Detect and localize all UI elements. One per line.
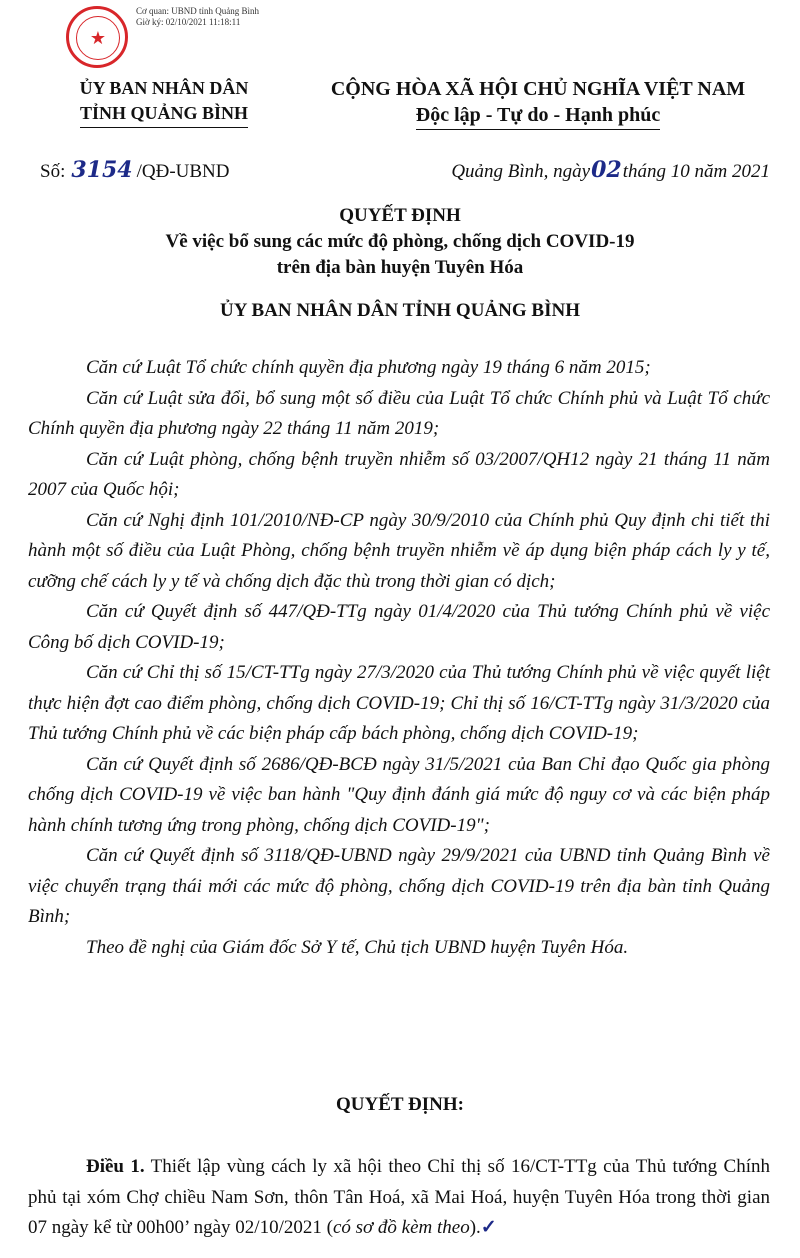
- document-title: QUYẾT ĐỊNH: [339, 205, 461, 226]
- basis-item: Căn cứ Luật sửa đổi, bổ sung một số điều của Luật Tổ chức Chính phủ và Luật Tổ chức Chính quyền địa phương ngày 22 tháng 11 năm 2019;: [28, 387, 770, 439]
- basis-item: Căn cứ Luật phòng, chống bệnh truyền nhiễm số 03/2007/QH12 ngày 21 tháng 11 năm 2007 của Quốc hội;: [28, 448, 770, 500]
- legal-bases: [28, 353, 770, 963]
- basis-item: Căn cứ Luật Tổ chức chính quyền địa phương ngày 19 tháng 6 năm 2015;: [86, 357, 651, 378]
- subtitle-line-2: trên địa bàn huyện Tuyên Hóa: [276, 257, 524, 278]
- basis-item: Căn cứ Chỉ thị số 15/CT-TTg ngày 27/3/2020 của Thủ tướng Chính phủ về việc quyết liệt thực hiện đợt cao điểm phòng, chống dịch COVID-19; Chỉ thị số 16/CT-TTg ngày 31/3/2020 của Thủ tướng Chính phủ về các biện pháp cấp bách phòng, chống dịch COVID-19;: [28, 662, 770, 744]
- docno-suffix: /QĐ-UBND: [136, 161, 230, 182]
- star-icon: ★: [76, 16, 120, 60]
- docno-handwritten-number: 3154: [71, 157, 133, 183]
- document-subtitle: [0, 229, 800, 281]
- basis-item: Căn cứ Nghị định 101/2010/NĐ-CP ngày 30/9/2010 của Chính phủ Quy định chi tiết thi hành một số điều của Luật Phòng, chống bệnh truyền nhiễm về áp dụng biện pháp cách ly y tế, cưỡng chế cách ly y tế và chống dịch đặc thù trong thời gian có dịch;: [28, 509, 770, 592]
- basis-item: Theo đề nghị của Giám đốc Sở Y tế, Chủ tịch UBND huyện Tuyên Hóa.: [86, 936, 629, 958]
- national-emblem-seal-icon: [66, 6, 128, 68]
- decision-heading: QUYẾT ĐỊNH:: [336, 1094, 464, 1115]
- motto-line-2: Độc lập - Tự do - Hạnh phúc: [416, 102, 660, 130]
- document-number: [40, 157, 229, 183]
- article-1-end: ).: [469, 1217, 481, 1238]
- place-date-suffix: tháng 10 năm 2021: [622, 161, 770, 182]
- basis-item: Căn cứ Quyết định số 3118/QĐ-UBND ngày 29/9/2021 của UBND tỉnh Quảng Bình về việc chuyển trạng thái mới các mức độ phòng, chống dịch COVID-19 trên địa bàn tỉnh Quảng Bình;: [28, 845, 770, 927]
- place-date-day: 02: [591, 157, 622, 183]
- article-1-text: Thiết lập vùng cách ly xã hội theo Chỉ thị số 16/CT-TTg của Thủ tướng Chính phủ tại xóm Chợ chiều Nam Sơn, thôn Tân Hoá, xã Mai Hoá, huyện Tuyên Hóa trong thời gian 07 ngày kể từ 00h00’ ngày 02/10/2021 (: [28, 1156, 770, 1238]
- article-1-label: Điều 1.: [86, 1156, 145, 1177]
- basis-item: Căn cứ Quyết định số 2686/QĐ-BCĐ ngày 31/5/2021 của Ban Chỉ đạo Quốc gia phòng chống dịch COVID-19 về việc ban hành "Quy định đánh giá mức độ nguy cơ và các biện pháp hành chính tương ứng trong phòng, chống dịch COVID-19";: [28, 753, 770, 836]
- agency-line-2: TỈNH QUẢNG BÌNH: [80, 101, 248, 128]
- motto-line-1: CỘNG HÒA XÃ HỘI CHỦ NGHĨA VIỆT NAM: [330, 78, 746, 100]
- place-date: [451, 157, 770, 183]
- subtitle-line-1: Về việc bổ sung các mức độ phòng, chống dịch COVID-19: [165, 231, 635, 252]
- basis-item: Căn cứ Quyết định số 447/QĐ-TTg ngày 01/4/2020 của Thủ tướng Chính phủ về việc Công bố dịch COVID-19;: [28, 601, 770, 653]
- checkmark-icon: ✓: [480, 1217, 497, 1238]
- article-1: [28, 1152, 770, 1244]
- digital-signature-info: [136, 6, 259, 28]
- issuing-authority: ỦY BAN NHÂN DÂN TỈNH QUẢNG BÌNH: [220, 300, 580, 321]
- signature-time: Giờ ký: 02/10/2021 11:18:11: [136, 17, 241, 27]
- issuing-agency: [46, 76, 282, 128]
- place-date-prefix: Quảng Bình, ngày: [451, 161, 591, 182]
- agency-line-1: ỦY BAN NHÂN DÂN: [79, 78, 249, 98]
- national-motto: [292, 76, 784, 130]
- signature-agency: Cơ quan: UBND tỉnh Quảng Bình: [136, 6, 260, 16]
- docno-prefix: Số:: [40, 161, 66, 182]
- article-1-note: có sơ đồ kèm theo: [332, 1217, 470, 1238]
